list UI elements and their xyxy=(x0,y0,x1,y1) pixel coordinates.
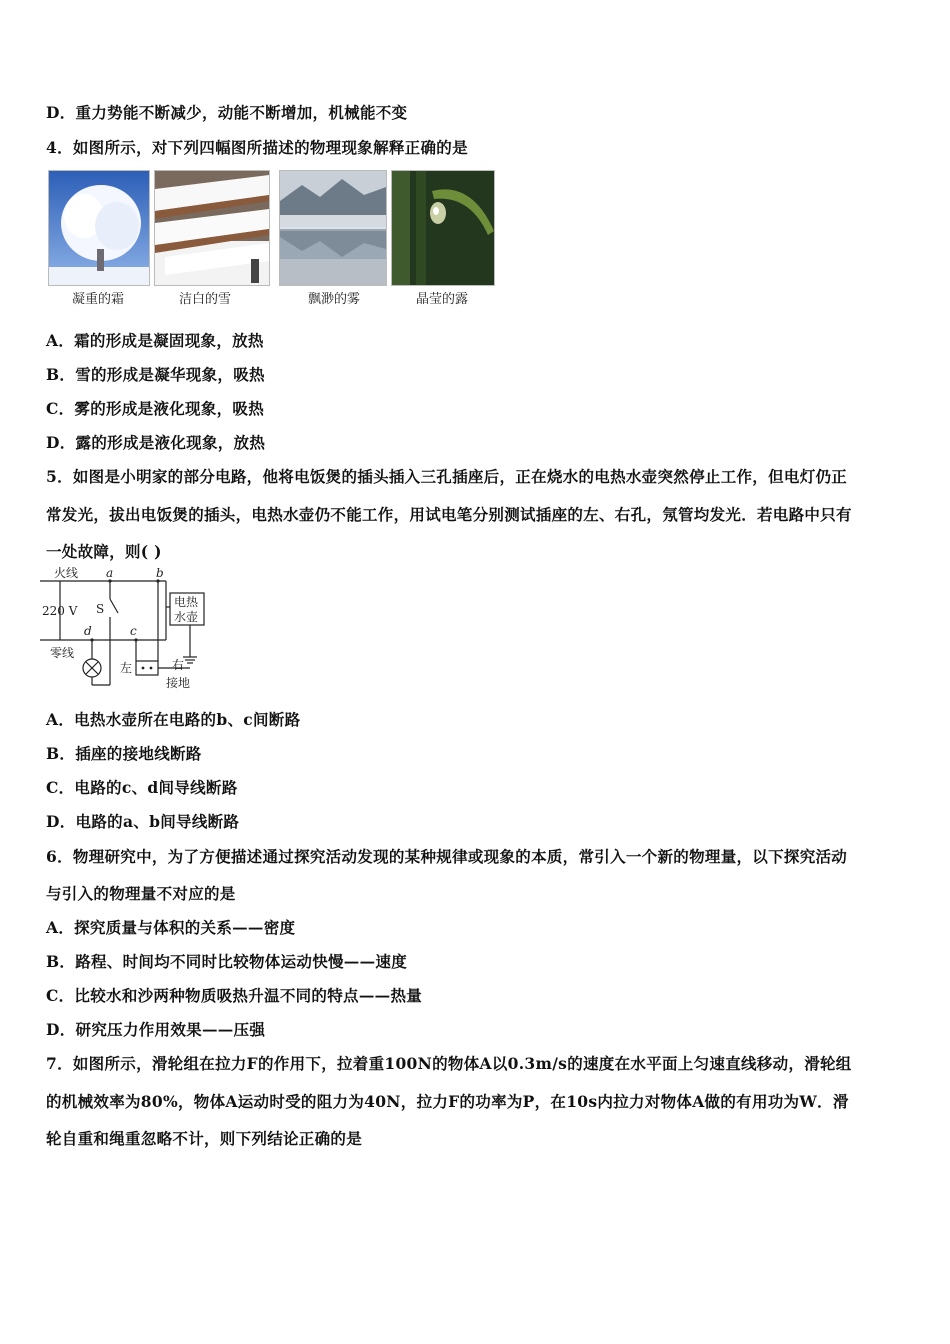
caption-fog: 飘渺的雾 xyxy=(307,292,360,307)
label-d: d xyxy=(84,624,92,638)
label-right: 右 xyxy=(172,658,185,672)
q4-option-a: A．霜的形成是凝固现象，放热 xyxy=(46,331,264,350)
label-c: c xyxy=(130,624,137,638)
fog-image xyxy=(279,170,387,286)
q6-stem-line1: 6．物理研究中，为了方便描述通过探究活动发现的某种规律或现象的本质，常引入一个新的物理量，以下探究活动 xyxy=(46,847,848,866)
q5-option-d: D．电路的a、b间导线断路 xyxy=(46,812,240,831)
q5-option-a: A．电热水壶所在电路的b、c间断路 xyxy=(46,710,301,729)
q4-option-b: B．雪的形成是凝华现象，吸热 xyxy=(46,365,265,384)
q5-stem-line2: 常发光，拔出电饭煲的插头，电热水壶仍不能工作，用试电笔分别测试插座的左、右孔，氖管均发光．若电路中只有 xyxy=(46,505,852,524)
frost-image xyxy=(48,170,150,286)
label-left: 左 xyxy=(120,661,133,675)
caption-frost: 凝重的霜 xyxy=(71,292,124,307)
label-kettle-1: 电热 xyxy=(174,595,199,609)
q6-option-b: B．路程、时间均不同时比较物体运动快慢——速度 xyxy=(46,952,408,971)
q6-option-c: C．比较水和沙两种物质吸热升温不同的特点——热量 xyxy=(46,986,423,1005)
label-voltage: 220 V xyxy=(42,604,78,618)
q7-stem-line2: 的机械效率为80%，物体A运动时受的阻力为40N，拉力F的功率为P，在10s内拉力对物体A做的有用功为W．滑 xyxy=(46,1092,849,1111)
label-neutral-wire: 零线 xyxy=(50,646,75,660)
q7-stem-line3: 轮自重和绳重忽略不计，则下列结论正确的是 xyxy=(46,1129,363,1148)
q6-option-d: D．研究压力作用效果——压强 xyxy=(46,1020,266,1039)
q4-option-d: D．露的形成是液化现象，放热 xyxy=(46,433,266,452)
q4-option-c: C．雾的形成是液化现象，吸热 xyxy=(46,399,265,418)
caption-dew: 晶莹的露 xyxy=(415,292,468,307)
q4-stem: 4．如图所示，对下列四幅图所描述的物理现象解释正确的是 xyxy=(46,138,468,157)
q5-stem-line3: 一处故障，则( ) xyxy=(46,542,162,561)
label-ground: 接地 xyxy=(166,676,191,690)
caption-snow: 洁白的雪 xyxy=(178,292,231,307)
label-switch: S xyxy=(96,602,105,616)
snow-bench-image xyxy=(154,170,270,286)
circuit-diagram xyxy=(40,567,220,695)
label-kettle-2: 水壶 xyxy=(174,610,199,624)
q7-stem-line1: 7．如图所示，滑轮组在拉力F的作用下，拉着重100N的物体A以0.3m/s的速度在水平面上匀速直线移动，滑轮组 xyxy=(46,1054,852,1073)
q5-option-c: C．电路的c、d间导线断路 xyxy=(46,778,238,797)
q3-option-d: D．重力势能不断减少，动能不断增加，机械能不变 xyxy=(46,103,408,122)
q6-option-a: A．探究质量与体积的关系——密度 xyxy=(46,918,296,937)
q6-stem-line2: 与引入的物理量不对应的是 xyxy=(46,884,236,903)
label-live-wire: 火线 xyxy=(54,567,79,580)
q5-stem-line1: 5．如图是小明家的部分电路，他将电饭煲的插头插入三孔插座后，正在烧水的电热水壶突然停止工作，但电灯仍正 xyxy=(46,467,848,486)
label-a: a xyxy=(106,567,114,580)
label-b: b xyxy=(156,567,164,580)
q5-option-b: B．插座的接地线断路 xyxy=(46,744,202,763)
dew-image xyxy=(391,170,495,286)
